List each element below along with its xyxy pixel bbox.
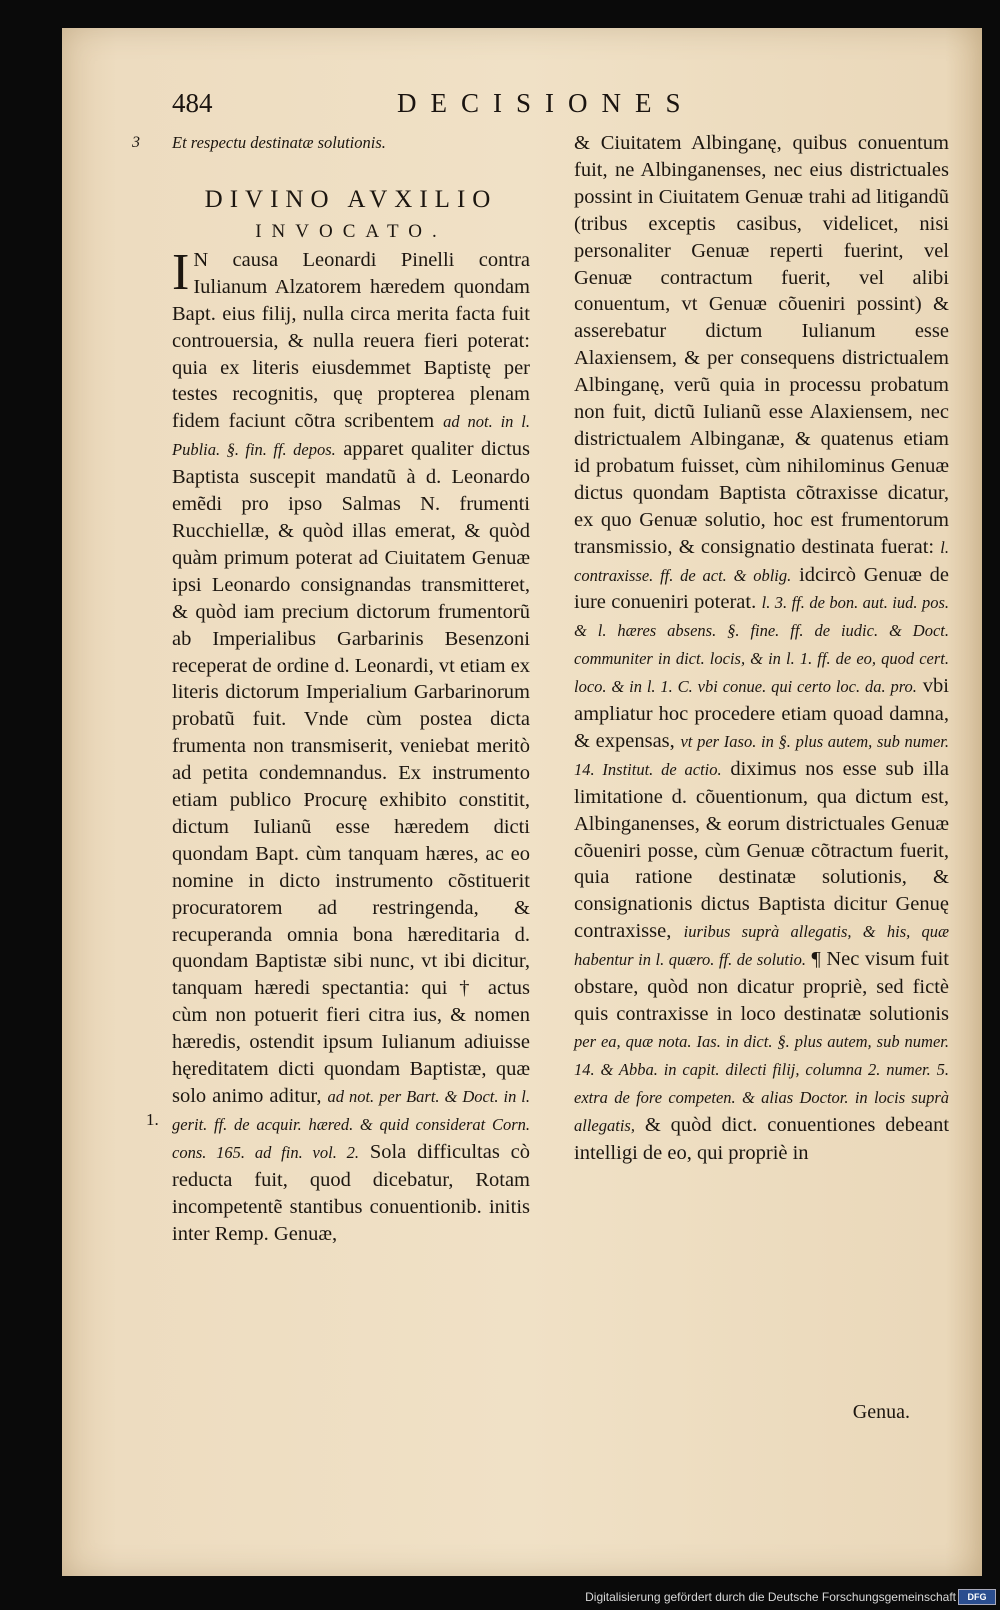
body-text: & quòd dict. conuentiones debeant intelligi de eo, qui propriè in <box>574 1113 950 1164</box>
body-paragraph <box>172 243 531 1248</box>
body-text: N causa Leonardi Pinelli contra Iulianum Alzatorem hæredem quondam Bapt. eius filij, nulla circa merita facta fuit controuersia, & nulla reuera fieri poterat: quia ex literis eiusdemmet Baptistę per testes recognitis, quę propterea plenam fidem faciunt cõtra scribentem <box>172 248 530 433</box>
legal-citation: ad not. per Bart. & Doct. in l. gerit. ff. de acquir. hæred. & quid considerat Corn. cons. 165. ad fin. vol. 2. <box>172 1087 531 1162</box>
dfg-badge-label: DFG <box>967 1592 987 1602</box>
body-paragraph <box>574 130 949 1166</box>
body-text: & Ciuitatem Albinganę, quibus conuentum fuit, ne Albinganenses, nec eius districtuales possint in Ciuitatem Genuæ trahi ad litigandũ (tribus exceptis casibus, videlicet, nisi personaliter Genuæ reperti fuerint, vel Genuæ contractum fuerit, vel alibi conuentum, vt Genuæ cõueniri possint) & asserebatur dictum Iulianum esse Alaxiensem, & per consequens districtualem Albinganę, verũ quia in processu probatum non fuit, dictũ Iulianũ esse Alaxiensem, nec districtualem Albinganæ, & quatenus etiam id probatum fuisset, cùm nihilominus Genuæ dictus quondam Baptista cõtraxisse dicatur, ex quo Genuæ solutio, hoc est frumentorum transmissio, & consignatio destinata fuerat: <box>574 132 949 558</box>
legal-citation: vt per Iaso. in §. plus autem, sub numer. 14. Institut. de actio. <box>574 731 950 779</box>
margin-summary-number: 3 <box>132 134 140 151</box>
body-text: diximus nos esse sub illa limitatione d. cõuentionum, qua dictum est, Albinganenses, & eorum districtuales Genuæ cõueniri posse, cùm Genuæ cõtractum fuerit, quia ratione destinatæ solutionis, & consignationis dictus Baptista dicitur Genuę contraxisse, <box>574 757 949 943</box>
body-text: idcircò Genuæ de iure conueniri poterat. <box>574 563 950 614</box>
legal-citation: l. 3. ff. de bon. aut. iud. pos. & l. hæres absens. §. fine. ff. de iudic. & Doct. communiter in dict. locis, & in l. 1. ff. de eo, quod cert. loco. & in l. 1. C. vbi conue. qui certo loc. da. pro. <box>574 593 949 697</box>
left-column <box>172 130 530 1247</box>
drop-initial: I <box>172 243 190 301</box>
legal-citation: l. contraxisse. ff. de act. & oblig. <box>574 537 950 585</box>
legal-citation: per ea, quæ nota. Ias. in dict. §. plus autem, sub numer. 14. & Abba. in capit. dilecti filij, columna 2. numer. 5. extra de fore competen. & alias Doctor. in locis suprà allegatis, <box>574 1031 949 1135</box>
body-text: Sola difficultas cò reducta fuit, quod dicebatur, Rotam incompetentẽ stantibus conuentionib. initis inter Remp. Genuæ, <box>172 1140 530 1245</box>
running-title: DECISIONES <box>397 88 695 118</box>
dfg-logo-icon <box>958 1589 996 1605</box>
body-text: apparet qualiter dictus Baptista suscepit mandatũ à d. Leonardo emẽdi pro ipso Salmas N. frumenti Rucchiellæ, & quòd illas emerat, & quòd quàm primum poterat ad Ciuitatem Genuæ ipsi Leonardo consignandas transmitteret, & quòd iam precium dictorum frumentorũ ab Imperialibus Garbarinis Besenzoni receperat de ordine d. Leonardi, vt etiam ex literis dictorum Imperialium Garbarinorum probatũ fuit. Vnde cùm postea dicta frumenta non transmiserit, veniebat meritò ad petita condemnandus. Ex instrumento etiam publico Procurę exhibito constitit, dictum Iulianũ esse hæredem dicti quondam Bapt. cùm tanquam hæres, ac eo nomine in dicto instrumento cõstituerit procuratorem ad restringenda, & recuperanda omnia bona hæreditaria d. quondam Baptistæ sibi nunc, vt ibi dicitur, tanquam hæredi spectantia: qui † actus cùm non potuerit fieri citra ius, & nomen hæredis, ostendit ipsum Iulianum adiuisse hęreditatem dicti quondam Baptistæ, quæ solo animo aditur, <box>172 438 531 1107</box>
legal-citation: ad not. in l. Publia. §. fin. ff. depos. <box>172 412 531 460</box>
margin-note-marker: 1. <box>146 1110 159 1129</box>
catchword: Genua. <box>852 1401 910 1423</box>
legal-citation: iuribus suprà allegatis, & his, quæ habentur in l. quæro. ff. de solutio. <box>574 922 950 970</box>
right-column <box>574 130 949 1166</box>
page-number: 484 <box>172 88 213 118</box>
section-heading: DIVINO AVXILIO <box>204 185 498 213</box>
book-page <box>62 28 982 1576</box>
body-text: ¶ Nec visum fuit obstare, quòd non dicatur propriè, sed fictè quis contraxisse in loco destinatæ solutionis <box>574 948 949 1025</box>
margin-summary-text: Et respectu destinatæ solutionis. <box>172 133 386 152</box>
section-subheading: INVOCATO. <box>255 220 447 242</box>
digitization-credit: Digitalisierung gefördert durch die Deutsche Forschungsgemeinschaft <box>585 1590 956 1604</box>
running-head <box>62 88 982 128</box>
body-text: vbi ampliatur hoc procedere etiam quoad damna, & expensas, <box>574 675 949 752</box>
